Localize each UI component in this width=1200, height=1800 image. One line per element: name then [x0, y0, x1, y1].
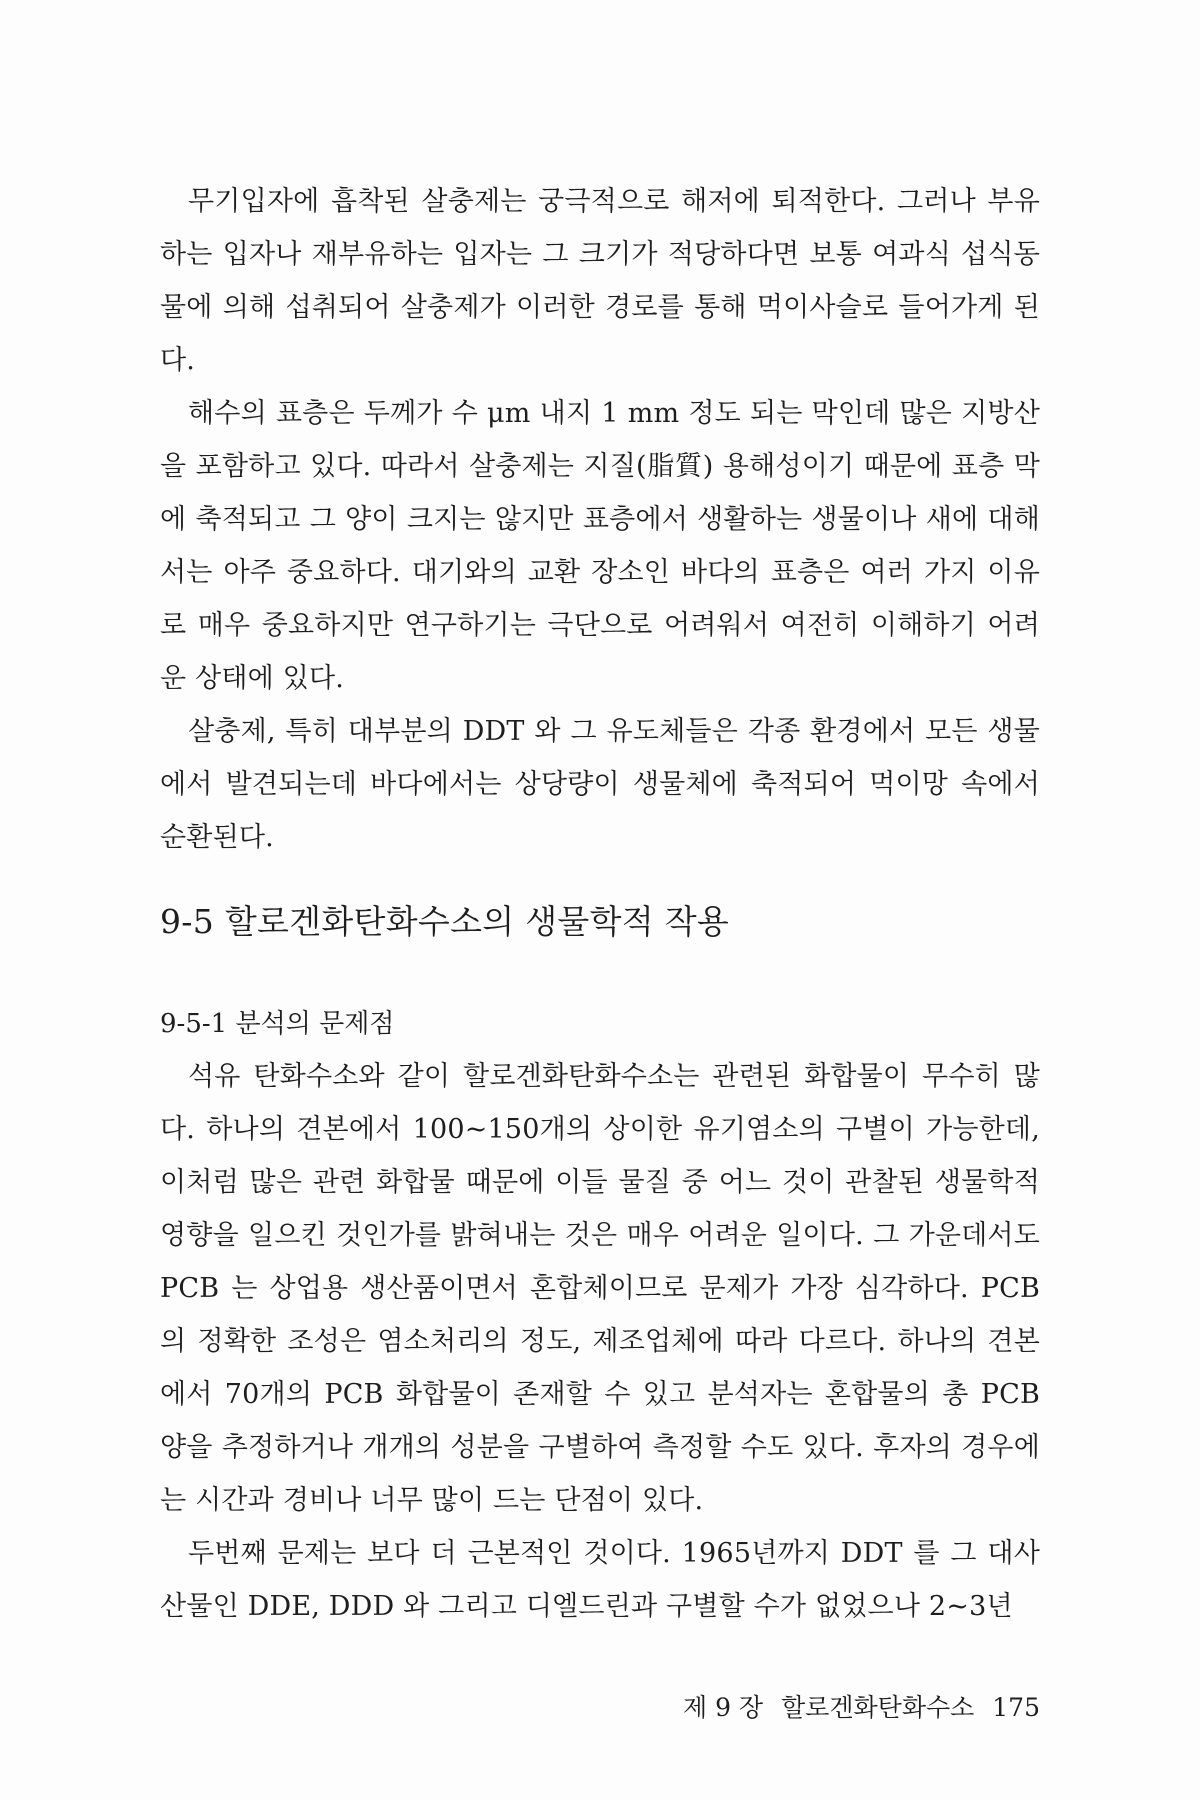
footer-chapter-label: 제 9 장 — [682, 1693, 764, 1722]
page-number: 175 — [992, 1693, 1040, 1722]
body-text-top — [160, 175, 1040, 864]
subsection-heading: 9-5-1 분석의 문제점 — [160, 1009, 395, 1039]
paragraph-analysis-problems: 석유 탄화수소와 같이 할로겐화탄화수소는 관련된 화합물이 무수히 많다. 하나의 견본에서 100~150개의 상이한 유기염소의 구별이 가능한데, 이처럼 많은 관련 화합물 때문에 이들 물질 중 어느 것이 관찰된 생물학적 영향을 일으킨 것인가를 밝혀내는 것은 매우 어려운 일이다. 그 가운데서도 PCB 는 상업용 생산품이면서 혼합체이므로 문제가 가장 심각하다. PCB 의 정확한 조성은 염소처리의 정도, 제조업체에 따라 다르다. 하나의 견본에서 70개의 PCB 화합물이 존재할 수 있고 분석자는 혼합물의 총 PCB 양을 추정하거나 개개의 성분을 구별하여 측정할 수도 있다. 후자의 경우에는 시간과 경비나 너무 많이 드는 단점이 있다. — [160, 1061, 1040, 1516]
footer-chapter-title: 할로겐화탄화수소 — [781, 1693, 975, 1722]
paragraph-adsorption: 무기입자에 흡착된 살충제는 궁극적으로 해저에 퇴적한다. 그러나 부유하는 입자나 재부유하는 입자는 그 크기가 적당하다면 보통 여과식 섭식동물에 의해 섭취되어 살충제가 이러한 경로를 통해 먹이사슬로 들어가게 된다. — [160, 186, 1040, 376]
paragraph-ddt-circulation: 살충제, 특히 대부분의 DDT 와 그 유도체들은 각종 환경에서 모든 생물에서 발견되는데 바다에서는 상당량이 생물체에 축적되어 먹이망 속에서 순환된다. — [160, 716, 1040, 853]
body-text-bottom — [160, 1050, 1040, 1633]
running-footer — [160, 1690, 1040, 1726]
section-heading: 9-5 할로겐화탄화수소의 생물학적 작용 — [160, 902, 730, 941]
paragraph-second-problem: 두번째 문제는 보다 더 근본적인 것이다. 1965년까지 DDT 를 그 대사산물인 DDE, DDD 와 그리고 디엘드린과 구별할 수가 없었으나 2~3년 — [160, 1538, 1040, 1622]
paragraph-surface-layer: 해수의 표층은 두께가 수 μm 내지 1 mm 정도 되는 막인데 많은 지방산을 포함하고 있다. 따라서 살충제는 지질(脂質) 용해성이기 때문에 표층 막에 축적되고 그 양이 크지는 않지만 표층에서 생활하는 생물이나 새에 대해서는 아주 중요하다. 대기와의 교환 장소인 바다의 표층은 여러 가지 이유로 매우 중요하지만 연구하기는 극단으로 어려워서 여전히 이해하기 어려운 상태에 있다. — [160, 398, 1040, 694]
